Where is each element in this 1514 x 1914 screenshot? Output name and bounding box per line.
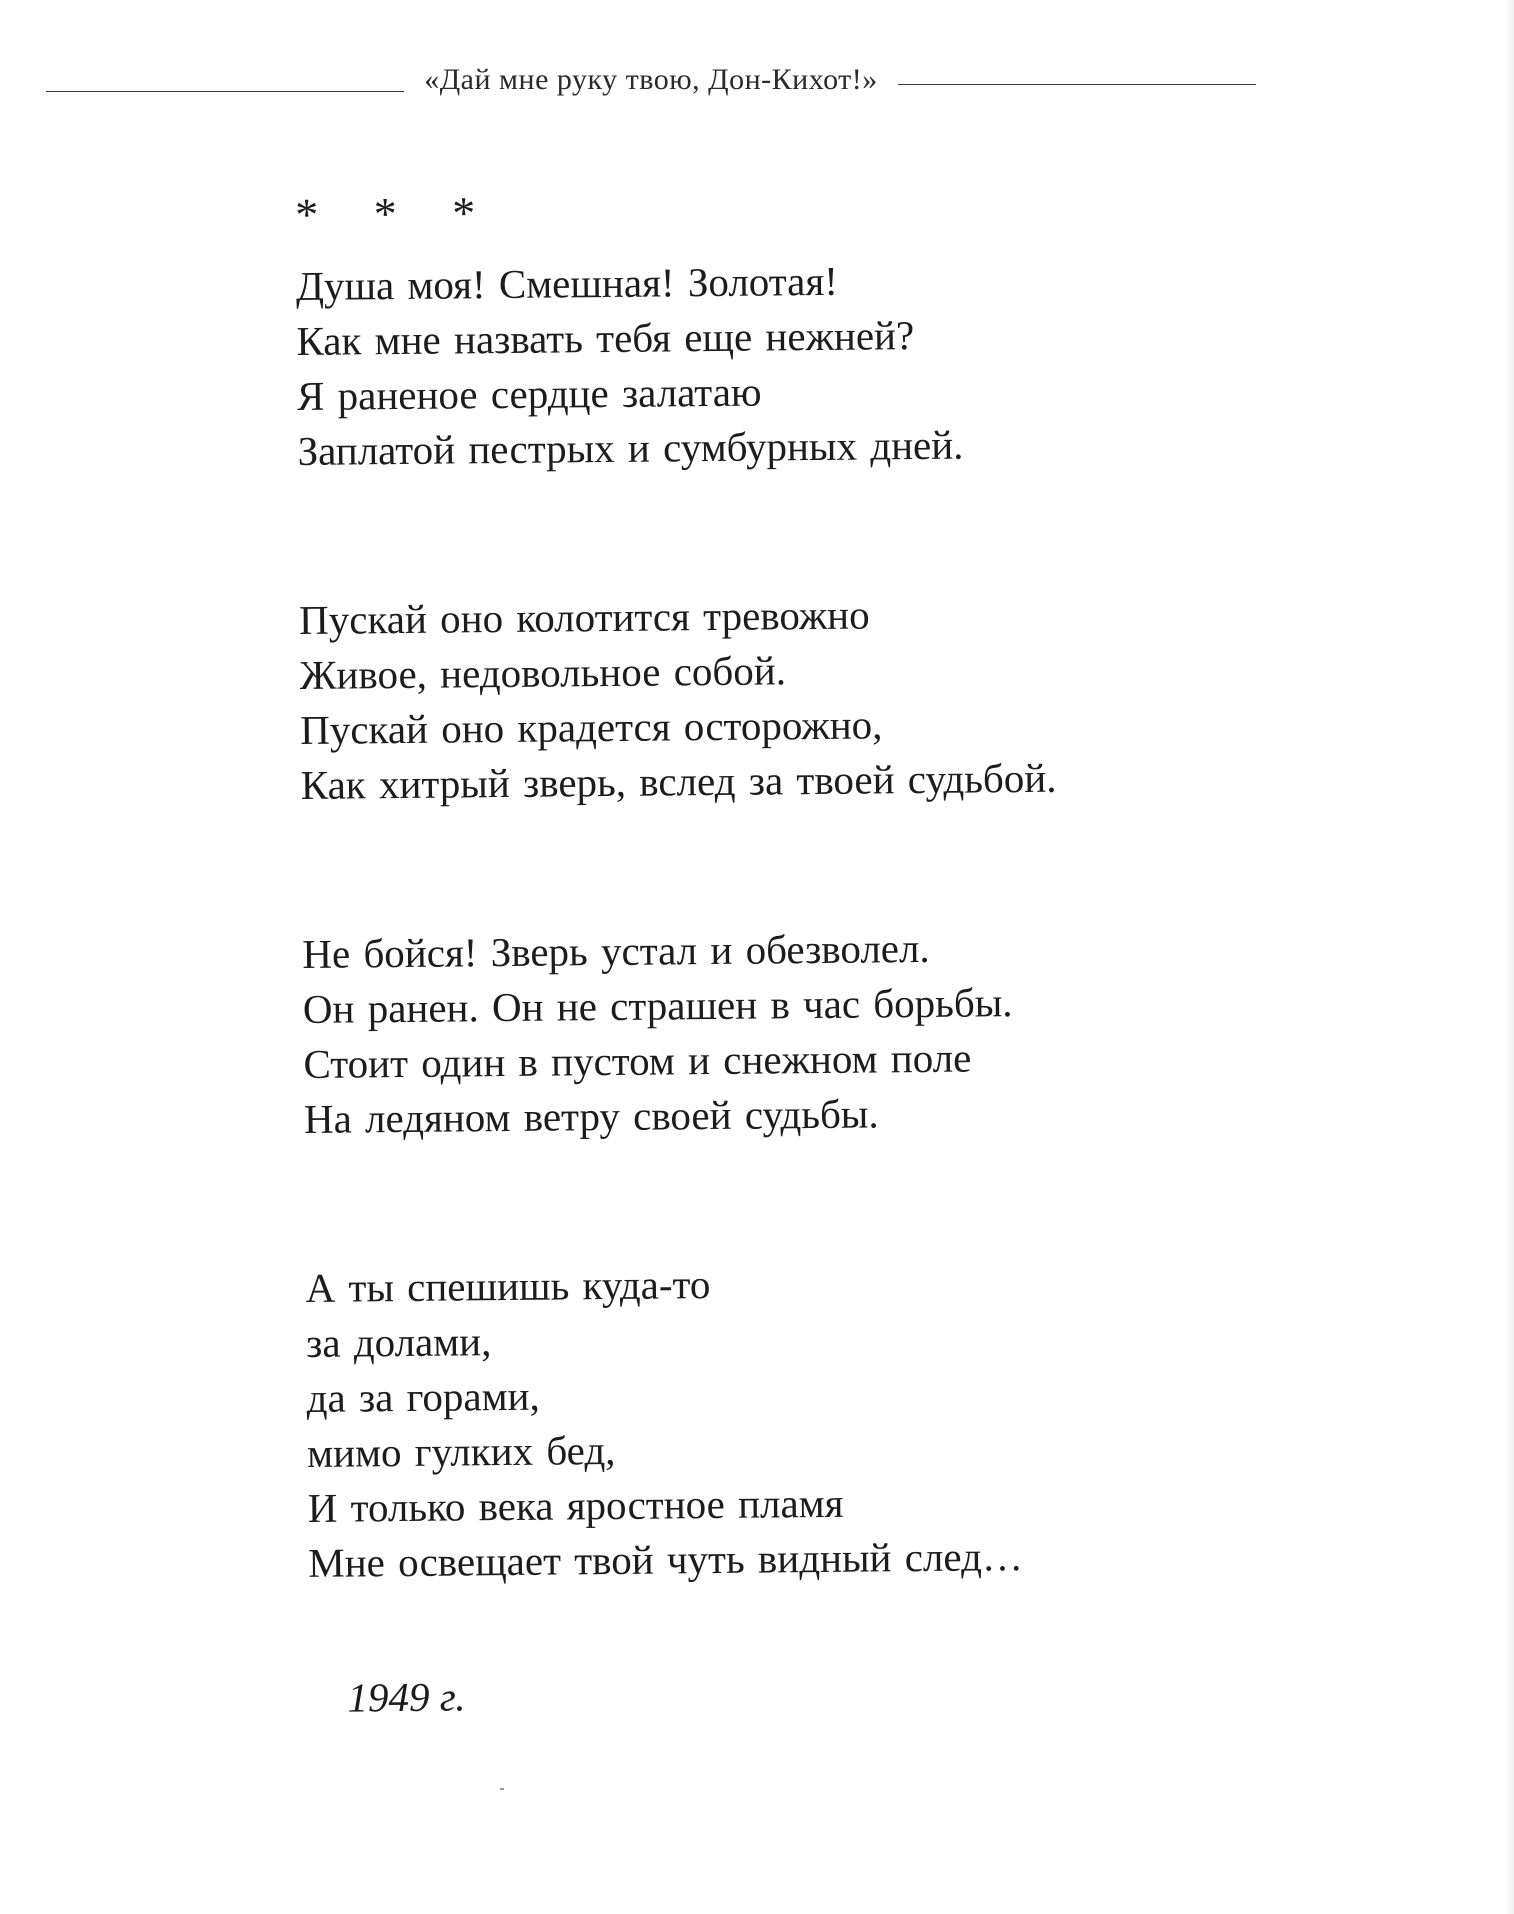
poem-line: да за горами, [306,1372,540,1421]
poem-line: Душа моя! Смешная! Золотая! [295,257,839,309]
stanza-1 [296,249,1298,479]
poem-line: Пускай оно крадется осторожно, [300,701,883,753]
poem-line: Живое, недовольное собой. [299,647,787,698]
poem-line: Заплатой пестрых и сумбурных дней. [297,421,964,474]
stanza-4 [305,1251,1308,1591]
header-rule-right [898,84,1256,85]
poem-line: Как мне назвать тебя еще нежней? [296,312,915,364]
poem-line: за долами, [305,1318,492,1366]
poem-line: На ледяном ветру своей судьбы. [303,1090,879,1142]
stanza-2 [299,583,1301,813]
poem-line: Не бойся! Зверь устал и обезволел. [302,924,930,977]
header-title: «Дай мне руку твою, Дон-Кихот!» [424,63,878,96]
poem-line: Как хитрый зверь, вслед за твоей судьбой. [300,754,1057,808]
poem-line: мимо гулких бед, [306,1426,616,1476]
poem-line: Пускай оно колотится тревожно [298,591,870,643]
poem-date: 1949 г. [347,1673,466,1721]
stanza-3 [302,917,1304,1147]
header-rule-left [46,91,404,92]
running-header [46,50,1256,110]
poem-line: И только века яростное пламя [307,1479,844,1531]
poem-line: Я раненое сердце залатаю [296,368,762,419]
section-ornament: * * * [295,187,498,240]
poem-line: Стоит один в пустом и снежном поле [303,1034,972,1087]
poem-line: Он ранен. Он не страшен в час борьбы. [302,979,1013,1032]
poem-line: Мне освещает твой чуть видный след… [308,1533,1024,1586]
poem [295,175,1310,1726]
poem-line: А ты спешишь куда-то [305,1261,711,1311]
page-edge-shadow [1504,0,1514,1914]
scan-speck [500,1788,504,1790]
